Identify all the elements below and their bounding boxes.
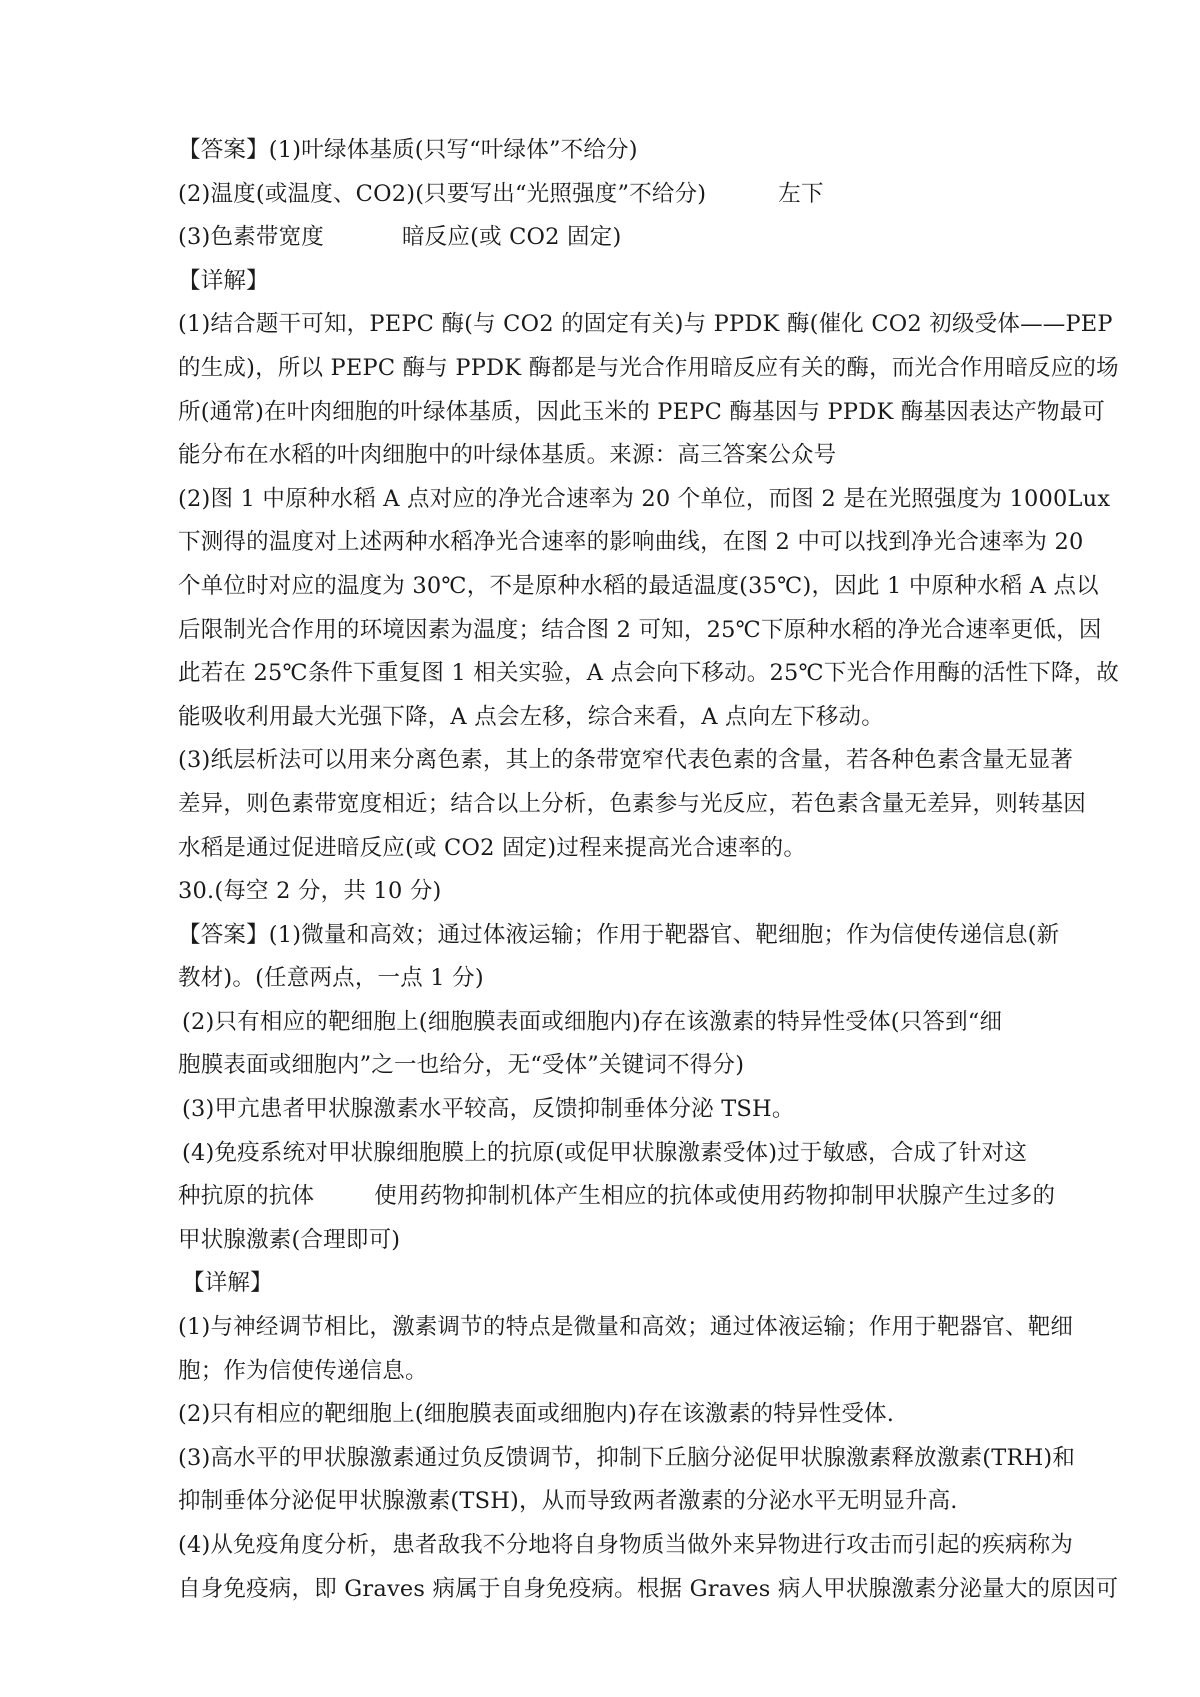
text-line: (3)甲亢患者甲状腺激素水平较高，反馈抑制垂体分泌 TSH。 bbox=[182, 1096, 795, 1123]
question-heading: 30.(每空 2 分，共 10 分) bbox=[178, 878, 442, 905]
text-line: (3)纸层析法可以用来分离色素，其上的条带宽窄代表色素的含量，若各种色素含量无显著 bbox=[178, 747, 1074, 774]
text-line: 抑制垂体分泌促甲状腺激素(TSH)，从而导致两者激素的分泌水平无明显升高. bbox=[178, 1488, 958, 1515]
text-line bbox=[178, 129, 1042, 173]
text-line: 胞；作为信使传递信息。 bbox=[178, 1357, 428, 1384]
text-line: 能吸收利用最大光强下降，A 点会左移，综合来看，A 点向左下移动。 bbox=[178, 703, 884, 730]
answer-fragment: 左下 bbox=[778, 180, 824, 207]
text-line: (2)只有相应的靶细胞上(细胞膜表面或细胞内)存在该激素的特异性受体(只答到“细 bbox=[182, 1008, 1003, 1035]
text-line: 水稻是通过促进暗反应(或 CO2 固定)过程来提高光合速率的。 bbox=[178, 834, 807, 861]
text-line bbox=[178, 216, 1042, 260]
text-line: (2)图 1 中原种水稻 A 点对应的净光合速率为 20 个单位，而图 2 是在光照强度为 1000Lux bbox=[178, 485, 1111, 512]
text-line: 能分布在水稻的叶肉细胞中的叶绿体基质。来源：高三答案公众号 bbox=[178, 442, 837, 469]
text-line: (1)与神经调节相比，激素调节的特点是微量和高效；通过体液运输；作用于靶器官、靶细 bbox=[178, 1314, 1074, 1341]
section-heading: 【详解】 bbox=[178, 267, 269, 294]
text-line: 甲状腺激素(合理即可) bbox=[178, 1226, 401, 1253]
text-line: 此若在 25℃条件下重复图 1 相关实验，A 点会向下移动。25℃下光合作用酶的活性下降，故 bbox=[178, 660, 1119, 687]
answer-fragment: 暗反应(或 CO2 固定) bbox=[401, 224, 622, 251]
answer-text-body bbox=[178, 129, 1119, 1611]
text-line: 的生成)，所以 PEPC 酶与 PPDK 酶都是与光合作用暗反应有关的酶，而光合作用暗反应的场 bbox=[178, 354, 1119, 381]
text-line: 胞膜表面或细胞内”之一也给分，无“受体”关键词不得分) bbox=[178, 1052, 745, 1079]
text-line: 【答案】(1)微量和高效；通过体液运输；作用于靶器官、靶细胞；作为信使传递信息(新 bbox=[178, 921, 1060, 948]
section-heading: 【详解】 bbox=[182, 1270, 273, 1297]
text-line: 种抗原的抗体 使用药物抑制机体产生相应的抗体或使用药物抑制甲状腺产生过多的 bbox=[178, 1183, 1056, 1210]
text-line: (4)免疫系统对甲状腺细胞膜上的抗原(或促甲状腺激素受体)过于敏感，合成了针对这 bbox=[182, 1139, 1027, 1166]
text-line: 差异，则色素带宽度相近；结合以上分析，色素参与光反应，若色素含量无差异，则转基因 bbox=[178, 790, 1087, 817]
text-line: 所(通常)在叶肉细胞的叶绿体基质，因此玉米的 PEPC 酶基因与 PPDK 酶基因表达产物最可 bbox=[178, 398, 1106, 425]
text-line: (2)只有相应的靶细胞上(细胞膜表面或细胞内)存在该激素的特异性受体. bbox=[178, 1401, 895, 1428]
text-line bbox=[178, 173, 1042, 217]
text-line: (3)高水平的甲状腺激素通过负反馈调节，抑制下丘脑分泌促甲状腺激素释放激素(TRH)和 bbox=[178, 1444, 1076, 1471]
text-line: 下测得的温度对上述两种水稻净光合速率的影响曲线，在图 2 中可以找到净光合速率为 20 bbox=[178, 529, 1084, 556]
answer-line: (2)温度(或温度、CO2)(只要写出“光照强度”不给分) bbox=[178, 180, 707, 207]
text-line: 后限制光合作用的环境因素为温度；结合图 2 可知，25℃下原种水稻的净光合速率更低，因 bbox=[178, 616, 1102, 643]
text-line: (4)从免疫角度分析，患者敌我不分地将自身物质当做外来异物进行攻击而引起的疾病称为 bbox=[178, 1532, 1074, 1558]
answer-line: (3)色素带宽度 bbox=[178, 224, 324, 251]
text-line: 教材)。(任意两点，一点 1 分) bbox=[178, 965, 484, 992]
text-line: (1)结合题干可知，PEPC 酶(与 CO2 的固定有关)与 PPDK 酶(催化 CO2 初级受体——PEP bbox=[178, 311, 1113, 338]
text-line: 个单位时对应的温度为 30℃，不是原种水稻的最适温度(35℃)，因此 1 中原种水稻 A 点以 bbox=[178, 572, 1099, 599]
text-line: 自身免疫病，即 Graves 病属于自身免疫病。根据 Graves 病人甲状腺激素分泌量大的原因可 bbox=[178, 1575, 1119, 1602]
answer-line: 【答案】(1)叶绿体基质(只写“叶绿体”不给分) bbox=[178, 137, 638, 163]
